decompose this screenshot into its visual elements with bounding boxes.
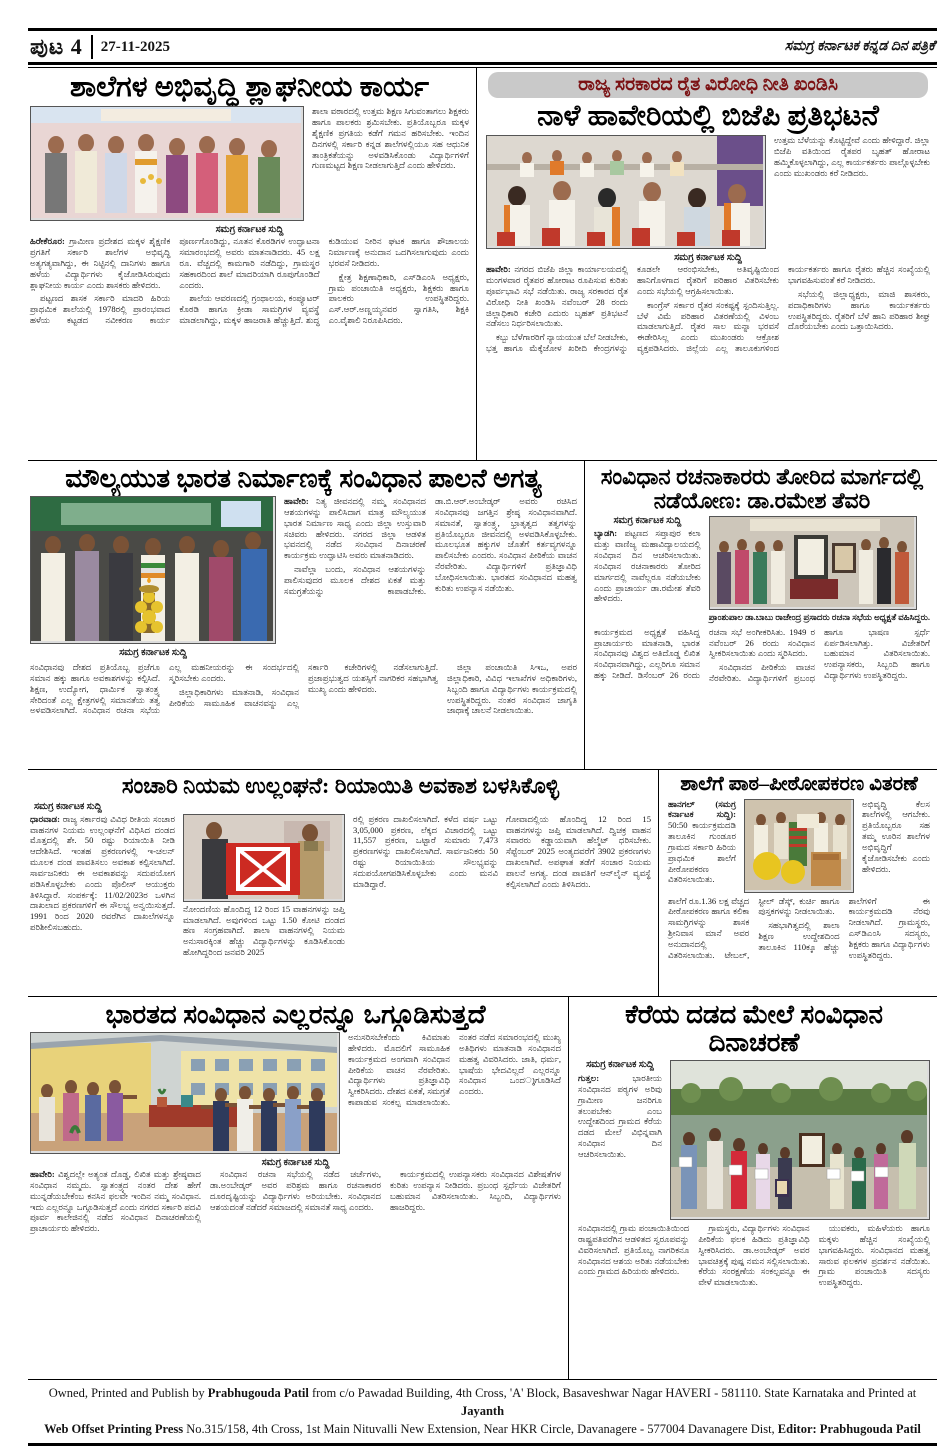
dateline: ಹಾವೇರಿ: xyxy=(30,1169,55,1180)
imprint-line-1: Owned, Printed and Publish by Prabhugouda Patil from c/o Pawadad Building, 4th Cross, 'A' Block, Basaveshwar Nagar HAVERI - 581110. State Karnataka and Printed at Jayanth xyxy=(48,1386,917,1419)
page-number-label: ಪುಟ 4 xyxy=(30,34,83,59)
edition-date: 27-11-2025 xyxy=(100,38,170,55)
editor-name: Editor: Prabhugouda Patil xyxy=(777,1422,921,1437)
article-body: ಹಾವೇರಿ: ವಿಶ್ವದಲ್ಲೇ ಅತ್ಯಂತ ದೊಡ್ಡ, ಲಿಖಿತ ಮತ್ತು ಶ್ರೇಷ್ಠವಾದ ಸಂವಿಧಾನ ನಮ್ಮದು. ಸ್ವಾತಂತ್ರ್ಯದ ನಂತರ ದೇಶ ಹೇಗೆ ಮುನ್ನಡೆಯಬೇಕೆಂಬ ಕನಸಿನ ಫಲವೇ ಇಂದಿನ ನಮ್ಮ ಸಂವಿಧಾನ. ಇದು ಎಲ್ಲರನ್ನೂ ಒಗ್ಗೂಡಿಸುತ್ತದೆ ಎಂದು ನಗರದ ಸರ್ಕಾರಿ ಪದವಿ ಪೂರ್ವ ಕಾಲೇಜಿನಲ್ಲಿ ನಡೆದ ಸಂವಿಧಾನ ದಿನಾಚರಣೆಯಲ್ಲಿ ಪ್ರಾಚಾರ್ಯರು ಹೇಳಿದರು. ಸಂವಿಧಾನ ರಚನಾ ಸಭೆಯಲ್ಲಿ ನಡೆದ ಚರ್ಚೆಗಳು, ಡಾ.ಅಂಬೇಡ್ಕರ್ ಅವರ ಪರಿಶ್ರಮ ಹಾಗೂ ರಚನಾಕಾರರ ದೂರದೃಷ್ಟಿಯನ್ನು ವಿದ್ಯಾರ್ಥಿಗಳು ಅರಿಯಬೇಕು. ಸಂವಿಧಾನದ ಆಶಯದಂತೆ ನಡೆದರೆ ಸಮಾಜದಲ್ಲಿ ಸಮಾನತೆ ಸಾಧ್ಯ ಎಂದರು. ಕಾರ್ಯಕ್ರಮದಲ್ಲಿ ಉಪನ್ಯಾಸಕರು ಸಂವಿಧಾನದ ವಿಶೇಷತೆಗಳ ಕುರಿತು ಉಪನ್ಯಾಸ ನೀಡಿದರು. ಪ್ರಬಂಧ ಸ್ಪರ್ಧೆಯ ವಿಜೇತರಿಗೆ ಬಹುಮಾನ ವಿತರಿಸಲಾಯಿತು. ಸಿಬ್ಬಂದಿ, ವಿದ್ಯಾರ್ಥಿಗಳು ಹಾಜರಿದ್ದರು. xyxy=(30,1169,561,1234)
photo-bjp-meeting xyxy=(486,135,766,249)
article-ramesh-tevari xyxy=(584,461,937,769)
photo-school-event xyxy=(30,106,304,221)
dateline: ಹಾವೇರಿ: xyxy=(284,496,309,507)
article-constitution-unites xyxy=(28,997,568,1379)
article-lead-text: ಸಮಗ್ರ ಕರ್ನಾಟಕ ಸುದ್ದಿ ಗುತ್ತಲ: ಭಾರತೀಯ ಸಂವಿಧಾನದ ಪಠ್ಯಗಳ ಅರಿವು ಗ್ರಾಮೀಣ ಜನರಿಗೂ ತಲುಪಬೇಕು ಎಂಬ ಉದ್ದೇಶದಿಂದ ಗ್ರಾಮದ ಕೆರೆಯ ದಡದ ಮೇಲೆ ವಿಭಿನ್ನವಾಗಿ ಸಂವಿಧಾನ ದಿನ ಆಚರಿಸಲಾಯಿತು. xyxy=(578,1060,662,1159)
agency-byline: ಸಮಗ್ರ ಕರ್ನಾಟಕ ಸುದ್ದಿ xyxy=(613,515,682,526)
article-body: ಹಾವೇರಿ: ನಗರದ ಬಿಜೆಪಿ ಜಿಲ್ಲಾ ಕಾರ್ಯಾಲಯದಲ್ಲಿ ಮಂಗಳವಾರ ರೈತಪರ ಹೋರಾಟ ರೂಪಿಸುವ ಕುರಿತು ಪೂರ್ವಭಾವಿ ಸಭೆ ನಡೆಯಿತು. ರಾಜ್ಯ ಸರಕಾರದ ರೈತ ವಿರೋಧಿ ನೀತಿ ಖಂಡಿಸಿ ನವೆಂಬರ್ 28 ರಂದು ಜಿಲ್ಲಾಧಿಕಾರಿ ಕಚೇರಿ ಎದುರು ಬೃಹತ್ ಪ್ರತಿಭಟನೆ ನಡೆಸಲು ನಿರ್ಧರಿಸಲಾಯಿತು. ಕಬ್ಬು ಬೆಳೆಗಾರರಿಗೆ ನ್ಯಾಯಯುತ ಬೆಲೆ ನೀಡಬೇಕು, ಭತ್ತ ಹಾಗೂ ಮೆಕ್ಕೆಜೋಳ ಖರೀದಿ ಕೇಂದ್ರಗಳನ್ನು ಕೂಡಲೇ ಆರಂಭಿಸಬೇಕು, ಅತಿವೃಷ್ಟಿಯಿಂದ ಹಾನಿಗೊಳಗಾದ ರೈತರಿಗೆ ಪರಿಹಾರ ವಿತರಿಸಬೇಕು ಎಂದು ಸಭೆಯಲ್ಲಿ ಆಗ್ರಹಿಸಲಾಯಿತು. ಕಾಂಗ್ರೆಸ್ ಸರ್ಕಾರ ರೈತರ ಸಂಕಷ್ಟಕ್ಕೆ ಸ್ಪಂದಿಸುತ್ತಿಲ್ಲ. ಬೆಳೆ ವಿಮೆ ಪರಿಹಾರ ವಿತರಣೆಯಲ್ಲಿ ವಿಳಂಬ ಮಾಡಲಾಗುತ್ತಿದೆ. ರೈತರ ಸಾಲ ಮನ್ನಾ ಭರವಸೆ ಈಡೇರಿಸಿಲ್ಲ ಎಂದು ಮುಖಂಡರು ಆಕ್ರೋಶ ವ್ಯಕ್ತಪಡಿಸಿದರು. ಜಿಲ್ಲೆಯ ಎಲ್ಲ ತಾಲೂಕುಗಳಿಂದ ಕಾರ್ಯಕರ್ತರು ಹಾಗೂ ರೈತರು ಹೆಚ್ಚಿನ ಸಂಖ್ಯೆಯಲ್ಲಿ ಭಾಗವಹಿಸುವಂತೆ ಕರೆ ನೀಡಿದರು. ಸಭೆಯಲ್ಲಿ ಜಿಲ್ಲಾಧ್ಯಕ್ಷರು, ಮಾಜಿ ಶಾಸಕರು, ಪದಾಧಿಕಾರಿಗಳು ಹಾಗೂ ಕಾರ್ಯಕರ್ತರು ಉಪಸ್ಥಿತರಿದ್ದರು. ರೈತರಿಗೆ ಬೆಳೆ ಹಾನಿ ಪರಿಹಾರ ಶೀಘ್ರ ದೊರೆಯಬೇಕು ಎಂದು ಒತ್ತಾಯಿಸಿದರು. xyxy=(486,264,930,354)
article-traffic-rules xyxy=(28,770,658,996)
dateline: ಹಾವೇರಿ: xyxy=(486,264,511,275)
agency-byline: ಸಮಗ್ರ ಕರ್ನಾಟಕ ಸುದ್ದಿ xyxy=(34,801,102,812)
article-side-text: ಹಾವೇರಿ: ನಿತ್ಯ ಜೀವನದಲ್ಲಿ ನಮ್ಮ ಸಂವಿಧಾನದ ಆಶಯಗಳನ್ನು ಪಾಲಿಸಿದಾಗ ಮಾತ್ರ ಮೌಲ್ಯಯುತ ಭಾರತ ನಿರ್ಮಾಣ ಸಾಧ್ಯ ಎಂದು ಜಿಲ್ಲಾ ಉಸ್ತುವಾರಿ ಸಚಿವರು ಹೇಳಿದರು. ನಗರದ ಜಿಲ್ಲಾ ಆಡಳಿತ ಭವನದಲ್ಲಿ ನಡೆದ ಸಂವಿಧಾನ ದಿನಾಚರಣೆ ಕಾರ್ಯಕ್ರಮ ಉದ್ಘಾಟಿಸಿ ಅವರು ಮಾತನಾಡಿದರು. ನಾವೆಲ್ಲಾ ಬಂದು, ಸಂವಿಧಾನ ಆಶಯಗಳನ್ನು ಪಾಲಿಸುವುದರ ಮೂಲಕ ದೇಶದ ಏಕತೆ ಮತ್ತು ಸಮಗ್ರತೆಯನ್ನು ಕಾಪಾಡಬೇಕು. ಡಾ.ಬಿ.ಆರ್.ಅಂಬೇಡ್ಕರ್ ಅವರು ರಚಿಸಿದ ಸಂವಿಧಾನವು ಜಗತ್ತಿನ ಶ್ರೇಷ್ಠ ಸಂವಿಧಾನವಾಗಿದೆ. ಸಮಾನತೆ, ಸ್ವಾತಂತ್ರ್ಯ, ಭ್ರಾತೃತ್ವದ ತತ್ವಗಳನ್ನು ಪ್ರತಿಯೊಬ್ಬರೂ ಜೀವನದಲ್ಲಿ ಅಳವಡಿಸಿಕೊಳ್ಳಬೇಕು. ಮೂಲಭೂತ ಹಕ್ಕುಗಳ ಜೊತೆಗೆ ಕರ್ತವ್ಯಗಳನ್ನೂ ಪಾಲಿಸಬೇಕು ಎಂದರು. ಸಂವಿಧಾನ ಪೀಠಿಕೆಯ ವಾಚನ ನೆರವೇರಿತು. ವಿದ್ಯಾರ್ಥಿಗಳಿಗೆ ಪ್ರತಿಜ್ಞಾವಿಧಿ ಬೋಧಿಸಲಾಯಿತು. ಭಾರತದ ಸಂವಿಧಾನದ ಮಹತ್ವ ಕುರಿತು ಉಪನ್ಯಾಸ ನಡೆಯಿತು. xyxy=(284,496,577,596)
article-headline-line2: ನಡೆಯೋಣ: ಡಾ.ರಮೇಶ ತೆವರಿ xyxy=(653,487,871,513)
article-headline: ಶಾಲೆಗೆ ಪಾಠ–ಪೀಠೋಪಕರಣ ವಿತರಣೆ xyxy=(680,773,918,795)
article-kicker: ರಾಜ್ಯ ಸರಕಾರದ ರೈತ ವಿರೋಧಿ ನೀತಿ ಖಂಡಿಸಿ xyxy=(488,72,928,98)
article-headline: ಶಾಲೆಗಳ ಅಭಿವೃದ್ಧಿ ಶ್ಲಾಘನೀಯ ಕಾರ್ಯ xyxy=(69,71,430,103)
photo-traffic-banner xyxy=(183,814,345,902)
imprint-footer xyxy=(28,1379,937,1441)
article-body: ಸಂವಿಧಾನದಲ್ಲಿ ಗ್ರಾಮ ಪಂಚಾಯಿತಿಯಿಂದ ರಾಷ್ಟ್ರಪತಿವರೆಗಿನ ಆಡಳಿತದ ಸ್ವರೂಪವನ್ನು ವಿವರಿಸಲಾಗಿದೆ. ಪ್ರತಿಯೊಬ್ಬ ನಾಗರಿಕನೂ ಸಂವಿಧಾನದ ಆಶಯ ಅರಿತು ನಡೆಯಬೇಕು ಎಂದು ಗ್ರಾಮದ ಹಿರಿಯರು ಹೇಳಿದರು. ಗ್ರಾಮಸ್ಥರು, ವಿದ್ಯಾರ್ಥಿಗಳು ಸಂವಿಧಾನ ಪೀಠಿಕೆಯ ಫಲಕ ಹಿಡಿದು ಪ್ರತಿಜ್ಞಾವಿಧಿ ಸ್ವೀಕರಿಸಿದರು. ಡಾ.ಅಂಬೇಡ್ಕರ್ ಅವರ ಭಾವಚಿತ್ರಕ್ಕೆ ಪುಷ್ಪ ನಮನ ಸಲ್ಲಿಸಲಾಯಿತು. ಕೆರೆಯ ಸಂರಕ್ಷಣೆಯ ಸಂಕಲ್ಪವನ್ನೂ ಈ ವೇಳೆ ಮಾಡಲಾಯಿತು. ಯುವಕರು, ಮಹಿಳೆಯರು ಹಾಗೂ ಮಕ್ಕಳು ಹೆಚ್ಚಿನ ಸಂಖ್ಯೆಯಲ್ಲಿ ಭಾಗವಹಿಸಿದ್ದರು. ಸಂವಿಧಾನದ ಮಹತ್ವ ಸಾರುವ ಫಲಕಗಳ ಪ್ರದರ್ಶನ ನಡೆಯಿತು. ಗ್ರಾಮ ಪಂಚಾಯಿತಿ ಸದಸ್ಯರು ಉಪಸ್ಥಿತರಿದ್ದರು. xyxy=(578,1223,930,1288)
photo-caption: ಪ್ರಾಂಶುಪಾಲ ಡಾ.ಬಾಬು ರಾಜೇಂದ್ರ ಪ್ರಸಾದರು ರಚನಾ ಸಭೆಯ ಅಧ್ಯಕ್ಷತೆ ವಹಿಸಿದ್ದರು. xyxy=(708,611,930,622)
agency-byline: ಸಮಗ್ರ ಕರ್ನಾಟಕ ಸುದ್ದಿ xyxy=(261,1158,330,1169)
agency-byline: ಸಮಗ್ರ ಕರ್ನಾಟಕ ಸುದ್ದಿ xyxy=(674,253,742,264)
masthead-divider xyxy=(91,35,93,59)
article-headline: ಭಾರತದ ಸಂವಿಧಾನ ಎಲ್ಲರನ್ನೂ ಒಗ್ಗೂಡಿಸುತ್ತದೆ xyxy=(105,1000,486,1029)
photo-lake-group xyxy=(670,1060,930,1220)
article-body: ಸಂವಿಧಾನವು ದೇಶದ ಪ್ರತಿಯೊಬ್ಬ ಪ್ರಜೆಗೂ ಸಮಾನ ಹಕ್ಕು ಹಾಗೂ ಅವಕಾಶಗಳನ್ನು ಕಲ್ಪಿಸಿದೆ. ಶಿಕ್ಷಣ, ಉದ್ಯೋಗ, ಧಾರ್ಮಿಕ ಸ್ವಾತಂತ್ರ್ಯ ಸೇರಿದಂತೆ ಎಲ್ಲ ಕ್ಷೇತ್ರಗಳಲ್ಲಿ ಸಮಾನತೆಯ ತತ್ವ ಅಳವಡಿಸಲಾಗಿದೆ. ಸಂವಿಧಾನ ರಚನಾ ಸಭೆಯ ಎಲ್ಲ ಮಹನೀಯರನ್ನು ಈ ಸಂದರ್ಭದಲ್ಲಿ ಸ್ಮರಿಸಬೇಕು ಎಂದರು. ಜಿಲ್ಲಾಧಿಕಾರಿಗಳು ಮಾತನಾಡಿ, ಸಂವಿಧಾನ ಪೀಠಿಕೆಯ ಸಾಮೂಹಿಕ ವಾಚನವನ್ನು ಎಲ್ಲ ಸರ್ಕಾರಿ ಕಚೇರಿಗಳಲ್ಲಿ ನಡೆಸಲಾಗುತ್ತಿದೆ. ಪ್ರಜಾಪ್ರಭುತ್ವದ ಯಶಸ್ಸಿಗೆ ನಾಗರಿಕರ ಸಹಭಾಗಿತ್ವ ಮುಖ್ಯ ಎಂದು ಹೇಳಿದರು. ಜಿಲ್ಲಾ ಪಂಚಾಯಿತಿ ಸಿಇಒ, ಅಪರ ಜಿಲ್ಲಾಧಿಕಾರಿ, ವಿವಿಧ ಇಲಾಖೆಗಳ ಅಧಿಕಾರಿಗಳು, ಸಿಬ್ಬಂದಿ ಹಾಗೂ ವಿದ್ಯಾರ್ಥಿಗಳು ಕಾರ್ಯಕ್ರಮದಲ್ಲಿ ಉಪಸ್ಥಿತರಿದ್ದರು. ನಂತರ ಸಂವಿಧಾನ ಜಾಗೃತಿ ಜಾಥಾಕ್ಕೆ ಚಾಲನೆ ನೀಡಲಾಯಿತು. xyxy=(30,662,577,716)
dateline: ಹಿರೇಕೆರೂರ: xyxy=(30,236,65,247)
traffic-col-4: ಗೋವಾದಲ್ಲಿಯ ಹೊಂದಿದ್ದ 12 ರಿಂದ 15 ವಾಹನಗಳನ್ನು ಜಪ್ತಿ ಮಾಡಲಾಗಿದೆ. ದ್ವಿಚಕ್ರ ವಾಹನ ಸವಾರರು ಕಡ್ಡಾಯವಾಗಿ ಹೆಲ್ಮೆಟ್ ಧರಿಸಬೇಕು. ಸೆಪ್ಟೆಂಬರ್ 2025 ಅಂತ್ಯದವರೆಗೆ 3902 ಪ್ರಕರಣಗಳು ದಾಖಲಾಗಿವೆ. ಅಪಘಾತ ತಡೆಗೆ ಸಂಚಾರ ನಿಯಮ ಪಾಲನೆ ಅಗತ್ಯ. ದಂಡ ಪಾವತಿಗೆ ಆನ್‌ಲೈನ್ ವ್ಯವಸ್ಥೆ ಕಲ್ಪಿಸಲಾಗಿದೆ ಎಂದು ತಿಳಿಸಿದರು. xyxy=(506,813,651,889)
photo-school-oath xyxy=(30,1032,340,1154)
article-headline: ಕೆರೆಯ ದಡದ ಮೇಲೆ ಸಂವಿಧಾನ ದಿನಾಚರಣೆ xyxy=(625,1000,883,1058)
furniture-col-3: ಅಭಿವೃದ್ಧಿ ಕೆಲಸ ಶಾಲೆಗಳಲ್ಲಿ ಆಗಬೇಕು. ಪ್ರತಿಯೊಬ್ಬರೂ ಸಹ ತಮ್ಮ ಊರಿನ ಶಾಲೆಗಳ ಅಭಿವೃದ್ಧಿಗೆ ಕೈಜೋಡಿಸಬೇಕು ಎಂದು ಹೇಳಿದರು. xyxy=(862,798,930,874)
agency-byline: ಸಮಗ್ರ ಕರ್ನಾಟಕ ಸುದ್ದಿ xyxy=(586,1060,654,1071)
traffic-col-2: ನೋಂದಣಿಯ ಹೊಂದಿದ್ದ 12 ರಿಂದ 15 ವಾಹನಗಳನ್ನು ಜಪ್ತಿ ಮಾಡಲಾಗಿದೆ. ಅವುಗಳಿಂದ ಒಟ್ಟು 1.50 ಕೋಟಿ ದಂಡದ ಹಣ ಸಂಗ್ರಹವಾಗಿದೆ. ಶಾಲಾ ವಾಹನಗಳಲ್ಲಿ ನಿಯಮ ಅನುಸಾರಕ್ಕಿಂತ ಹೆಚ್ಚು ವಿದ್ಯಾರ್ಥಿಗಳನ್ನು ಕೂಡಿಸಿಕೊಂಡು ಹೋಗಿದ್ದರಿಂದ ಜನವರಿ 2025 xyxy=(183,903,345,958)
article-side-text: ಶಾಲಾ ವಠಾರದಲ್ಲಿ ಉತ್ತಮ ಶಿಕ್ಷಣ ಸಿಗುವಂತಾಗಲು ಶಿಕ್ಷಕರು ಹಾಗೂ ಪಾಲಕರು ಶ್ರಮಿಸಬೇಕು. ಪ್ರತಿಯೊಬ್ಬರೂ ಮಕ್ಕಳ ಶೈಕ್ಷಣಿಕ ಪ್ರಗತಿಯ ಕಡೆಗೆ ಗಮನ ಹರಿಸಬೇಕು. ಇಂದಿನ ದಿನಗಳಲ್ಲಿ ಸರ್ಕಾರಿ ಕನ್ನಡ ಶಾಲೆಗಳಲ್ಲಿಯೂ ಸಹ ಆಧುನಿಕ ತಾಂತ್ರಿಕತೆಯನ್ನು ಅಳವಡಿಸಿಕೊಂಡು ವಿದ್ಯಾರ್ಥಿಗಳಿಗೆ ಗುಣಮಟ್ಟದ ಶಿಕ್ಷಣ ನೀಡಲಾಗುತ್ತಿದೆ ಎಂದು ಹೇಳಿದರು. xyxy=(312,106,469,171)
article-side-text: ಸಮಗ್ರ ಕರ್ನಾಟಕ ಸುದ್ದಿ ಬ್ಯಾಡಗಿ: ಪಟ್ಟಣದ ಸಪ್ತಾಪುರ ಕಲಾ ಮತ್ತು ವಾಣಿಜ್ಯ ಮಹಾವಿದ್ಯಾಲಯದಲ್ಲಿ ಸಂವಿಧಾನ ದಿನ ಆಚರಿಸಲಾಯಿತು. ಸಂವಿಧಾನ ರಚನಾಕಾರರು ತೋರಿದ ಮಾರ್ಗದಲ್ಲಿ ನಾವೆಲ್ಲರೂ ನಡೆಯಬೇಕು ಎಂದು ಪ್ರಾಚಾರ್ಯ ಡಾ.ರಮೇಶ ತೆವರಿ ಹೇಳಿದರು. xyxy=(594,515,701,604)
article-headline-line1: ಸಂವಿಧಾನ ರಚನಾಕಾರರು ತೋರಿದ ಮಾರ್ಗದಲ್ಲಿ xyxy=(600,464,924,489)
furniture-col-1: ಹಾನಗಲ್ (ಸಮಗ್ರ ಕರ್ನಾಟಕ ಸುದ್ದಿ): 50:50 ಕಾರ್ಯಕ್ರಮದಡಿ ತಾಲೂಕಿನ ಗುಂಡೂರ ಗ್ರಾಮದ ಸರ್ಕಾರಿ ಹಿರಿಯ ಪ್ರಾಥಮಿಕ ಶಾಲೆಗೆ ಪೀಠೋಪಕರಣ ವಿತರಿಸಲಾಯಿತು. xyxy=(668,798,736,885)
article-school-development xyxy=(28,68,476,460)
masthead xyxy=(28,31,937,62)
imprint-line-2: Web Offset Printing Press No.315/158, 4th Cross, 1st Main Nituvalli New Extension, Near HKR Circle, Davanagere - 577004 Davanagere Dist, Editor: Prabhugouda Patil xyxy=(44,1422,921,1437)
photo-lamp-lighting xyxy=(30,496,276,644)
article-side-text: ಅನುಸರಿಸಬೇಕೆಂದು ಕಿವಿಮಾತು ಹೇಳಿದರು. ಮೊದಲಿಗೆ ಸಾಮೂಹಿಕ ಕಾರ್ಯಕ್ರಮದ ಅಂಗವಾಗಿ ಸಂವಿಧಾನ ಪೀಠಿಕೆಯ ವಾಚನ ನೆರವೇರಿತು. ವಿದ್ಯಾರ್ಥಿಗಳು ಪ್ರತಿಜ್ಞಾವಿಧಿ ಸ್ವೀಕರಿಸಿದರು. ದೇಶದ ಏಕತೆ, ಸಮಗ್ರತೆ ಕಾಪಾಡುವ ಸಂಕಲ್ಪ ಮಾಡಲಾಯಿತು. ನಂತರ ನಡೆದ ಸಮಾರಂಭದಲ್ಲಿ ಮುಖ್ಯ ಅತಿಥಿಗಳು ಮಾತನಾಡಿ ಸಂವಿಧಾನದ ಮಹತ್ವ ವಿವರಿಸಿದರು. ಜಾತಿ, ಧರ್ಮ, ಭಾಷೆಯ ಭೇದವಿಲ್ಲದೆ ಎಲ್ಲರನ್ನೂ ಸಂವಿಧಾನ ಒಂದുಗೂಡಿಸಿದೆ ಎಂದರು. xyxy=(348,1032,561,1108)
publisher-name: Prabhugouda Patil xyxy=(207,1386,309,1400)
agency-byline: ಸಮಗ್ರ ಕರ್ನಾಟಕ ಸುದ್ದಿ xyxy=(215,225,284,236)
article-headline: ಸಂಚಾರಿ ನಿಯಮ ಉಲ್ಲಂಘನೆ: ರಿಯಾಯಿತಿ ಅವಕಾಶ ಬಳಸಿಕೊಳ್ಳಿ xyxy=(121,773,560,798)
traffic-col-3: ರಲ್ಲಿ ಪ್ರಕರಣ ದಾಖಲಿಸಲಾಗಿದೆ. ಕಳೆದ ವರ್ಷ ಒಟ್ಟು 3,05,000 ಪ್ರಕರಣ, ಲೆಕ್ಕದ ವಿಚಾರದಲ್ಲಿ ಒಟ್ಟು 11,557 ಪ್ರಕರಣ, ಒಟ್ಟಾರೆ ಸುಮಾರು 7,473 ಪ್ರಕರಣಗಳನ್ನು ದಾಖಲಿಸಲಾಗಿದೆ. ಸಾರ್ವಜನಿಕರು 50 ರಷ್ಟು ರಿಯಾಯಿತಿಯ ಸೌಲಭ್ಯವನ್ನು ಸದುಪಯೋಗಪಡಿಸಿಕೊಳ್ಳಬೇಕು ಎಂದು ಮನವಿ ಮಾಡಿದ್ದಾರೆ. xyxy=(353,813,498,889)
photo-furniture xyxy=(744,799,854,893)
agency-byline: ಸಮಗ್ರ ಕರ್ನಾಟಕ ಸುದ್ದಿ xyxy=(119,648,187,659)
article-bjp-protest xyxy=(476,68,937,460)
dateline: ಹಾನಗಲ್ (ಸಮಗ್ರ ಕರ್ನಾಟಕ ಸುದ್ದಿ): xyxy=(668,798,736,820)
article-headline: ನಾಳೆ ಹಾವೇರಿಯಲ್ಲಿ ಬಿಜೆಪಿ ಪ್ರತಿಭಟನೆ xyxy=(537,100,879,132)
article-furniture-distribution xyxy=(658,770,937,996)
article-headline: ಮೌಲ್ಯಯುತ ಭಾರತ ನಿರ್ಮಾಣಕ್ಕೆ ಸಂವಿಧಾನ ಪಾಲನೆ ಅಗತ್ಯ xyxy=(65,464,542,493)
dateline: ಧಾರವಾಡ: xyxy=(30,813,61,824)
press-name: Jayanth xyxy=(460,1404,505,1419)
article-body: ಶಾಲೆಗೆ ರೂ.1.36 ಲಕ್ಷ ವೆಚ್ಚದ ಪೀಠೋಪಕರಣ ಹಾಗೂ ಕಲಿಕಾ ಸಾಮಗ್ರಿಗಳನ್ನು ಶಾಸಕ ಶ್ರೀನಿವಾಸ ಮಾನೆ ಅವರ ಅನುದಾನದಲ್ಲಿ ವಿತರಿಸಲಾಯಿತು. ಟೇಬಲ್, ಸ್ಟೀಲ್ ಡೆಸ್ಕ್, ಕುರ್ಚಿ ಹಾಗೂ ಪುಸ್ತಕಗಳನ್ನು ನೀಡಲಾಯಿತು. ಸಹಭಾಗಿತ್ವದಲ್ಲಿ ಶಾಲಾ ಶಿಕ್ಷಣ ಉದ್ದೇಶದಿಂದ ತಾಲೂಕಿನ 110ಕ್ಕೂ ಹೆಚ್ಚು ಶಾಲೆಗಳಿಗೆ ಈ ಕಾರ್ಯಕ್ರಮದಡಿ ನೆರವು ನೀಡಲಾಗಿದೆ. ಗ್ರಾಮಸ್ಥರು, ಎಸ್‌ಡಿಎಂಸಿ ಸದಸ್ಯರು, ಶಿಕ್ಷಕರು ಹಾಗೂ ವಿದ್ಯಾರ್ಥಿಗಳು ಉಪಸ್ಥಿತರಿದ್ದರು. xyxy=(668,895,930,960)
photo-stage-event xyxy=(709,516,917,610)
article-body: ಕಾರ್ಯಕ್ರಮದ ಅಧ್ಯಕ್ಷತೆ ವಹಿಸಿದ್ದ ಪ್ರಾಚಾರ್ಯರು ಮಾತನಾಡಿ, ಭಾರತ ಸಂವಿಧಾನವು ವಿಶ್ವದ ಅತಿದೊಡ್ಡ ಲಿಖಿತ ಸಂವಿಧಾನವಾಗಿದ್ದು, ಎಲ್ಲರಿಗೂ ಸಮಾನ ಹಕ್ಕು ನೀಡಿದೆ. ಡಿಸೆಂಬರ್ 26 ರಂದು ರಚನಾ ಸಭೆ ಅಂಗೀಕರಿಸಿತು. 1949 ರ ನವೆಂಬರ್ 26 ರಂದು ಸಂವಿಧಾನ ಸ್ವೀಕರಿಸಲಾಯಿತು ಎಂದು ಸ್ಮರಿಸಿದರು. ಸಂವಿಧಾನದ ಪೀಠಿಕೆಯ ವಾಚನ ನೆರವೇರಿತು. ವಿದ್ಯಾರ್ಥಿಗಳಿಗೆ ಪ್ರಬಂಧ ಹಾಗೂ ಭಾಷಣ ಸ್ಪರ್ಧೆ ಏರ್ಪಡಿಸಲಾಗಿತ್ತು. ವಿಜೇತರಿಗೆ ಬಹುಮಾನ ವಿತರಿಸಲಾಯಿತು. ಉಪನ್ಯಾಸಕರು, ಸಿಬ್ಬಂದಿ ಹಾಗೂ ವಿದ್ಯಾರ್ಥಿಗಳು ಉಪಸ್ಥಿತರಿದ್ದರು. xyxy=(594,626,930,684)
article-body: ಹಿರೇಕೆರೂರ: ಗ್ರಾಮೀಣ ಪ್ರದೇಶದ ಮಕ್ಕಳ ಶೈಕ್ಷಣಿಕ ಪ್ರಗತಿಗೆ ಸರ್ಕಾರಿ ಶಾಲೆಗಳ ಅಭಿವೃದ್ಧಿ ಅತ್ಯಗತ್ಯವಾಗಿದ್ದು, ಈ ನಿಟ್ಟಿನಲ್ಲಿ ದಾನಿಗಳು ಹಾಗೂ ಹಳೆಯ ವಿದ್ಯಾರ್ಥಿಗಳು ಕೈಜೋಡಿಸಿರುವುದು ಶ್ಲಾಘನೀಯ ಕಾರ್ಯ ಎಂದು ಶಾಸಕರು ಹೇಳಿದರು. ಪಟ್ಟಣದ ಶಾಸಕ ಸರ್ಕಾರಿ ಮಾದರಿ ಹಿರಿಯ ಪ್ರಾಥಮಿಕ ಶಾಲೆಯಲ್ಲಿ 1978ರಲ್ಲಿ ಪ್ರಾರಂಭವಾದ ಹಳೆಯ ಕಟ್ಟಡದ ನವೀಕರಣ ಕಾರ್ಯ ಪೂರ್ಣಗೊಂಡಿದ್ದು, ನೂತನ ಕೊಠಡಿಗಳ ಉದ್ಘಾಟನಾ ಸಮಾರಂಭದಲ್ಲಿ ಅವರು ಮಾತನಾಡಿದರು. 45 ಲಕ್ಷ ರೂ. ವೆಚ್ಚದಲ್ಲಿ ಕಾಮಗಾರಿ ನಡೆದಿದ್ದು, ಗ್ರಾಮಸ್ಥರ ಸಹಕಾರದಿಂದ ಶಾಲೆ ಮಾದರಿಯಾಗಿ ರೂಪುಗೊಂಡಿದೆ ಎಂದರು. ಶಾಲೆಯ ಆವರಣದಲ್ಲಿ ಗ್ರಂಥಾಲಯ, ಕಂಪ್ಯೂಟರ್ ಕೊಠಡಿ ಹಾಗೂ ಕ್ರೀಡಾ ಸಾಮಗ್ರಿಗಳ ವ್ಯವಸ್ಥೆ ಮಾಡಲಾಗಿದ್ದು, ಮಕ್ಕಳ ಹಾಜರಾತಿ ಹೆಚ್ಚುತ್ತಿದೆ. ಶುದ್ಧ ಕುಡಿಯುವ ನೀರಿನ ಘಟಕ ಹಾಗೂ ಶೌಚಾಲಯ ನಿರ್ಮಾಣಕ್ಕೆ ಅನುದಾನ ಒದಗಿಸಲಾಗುವುದು ಎಂದು ಭರವಸೆ ನೀಡಿದರು. ಕ್ಷೇತ್ರ ಶಿಕ್ಷಣಾಧಿಕಾರಿ, ಎಸ್‌ಡಿಎಂಸಿ ಅಧ್ಯಕ್ಷರು, ಗ್ರಾಮ ಪಂಚಾಯಿತಿ ಅಧ್ಯಕ್ಷರು, ಶಿಕ್ಷಕರು ಹಾಗೂ ಪಾಲಕರು ಉಪಸ್ಥಿತರಿದ್ದರು. ಎಸ್.ಆರ್.ಅಣ್ಣಯ್ಯನವರ ಸ್ವಾಗತಿಸಿ, ಶಿಕ್ಷಕಿ ಎಂ.ವೈಶಾಲಿ ನಿರೂಪಿಸಿದರು. xyxy=(30,236,469,326)
footer-bottom-rule xyxy=(28,1443,937,1446)
dateline: ಬ್ಯಾಡಗಿ: xyxy=(594,528,618,539)
article-side-text: ಉತ್ತಮ ಬೆಳೆಯನ್ನು ಕೊಟ್ಟಿದ್ದೇವೆ ಎಂದು ಹೇಳಿದ್ದಾರೆ. ಜಿಲ್ಲಾ ಬಿಜೆಪಿ ವತಿಯಿಂದ ರೈತಪರ ಬೃಹತ್ ಹೋರಾಟ ಹಮ್ಮಿಕೊಳ್ಳಲಾಗಿದ್ದು, ಎಲ್ಲ ಕಾರ್ಯಕರ್ತರು ಪಾಲ್ಗೊಳ್ಳಬೇಕು ಎಂದು ಮುಖಂಡರು ಕರೆ ನೀಡಿದರು. xyxy=(774,135,930,178)
article-constitution-values xyxy=(28,461,584,769)
traffic-col-1: ಧಾರವಾಡ: ರಾಜ್ಯ ಸರ್ಕಾರವು ವಿವಿಧ ರೀತಿಯ ಸಂಚಾರ ವಾಹನಗಳ ನಿಯಮ ಉಲ್ಲಂಘನೆಗೆ ವಿಧಿಸಿದ ದಂಡದ ಮೊತ್ತದಲ್ಲಿ ಶೇ. 50 ರಷ್ಟು ರಿಯಾಯಿತಿ ನೀಡಿ ಆದೇಶಿಸಿದೆ. ಇಂತಹ ಪ್ರಕರಣಗಳಲ್ಲಿ ಇ-ಚಲನ್ ಮೂಲಕ ದಂಡ ಪಾವತಿಸಲು ಅವಕಾಶ ಕಲ್ಪಿಸಲಾಗಿದೆ. ಸಾರ್ವಜನಿಕರು ಈ ಅವಕಾಶವನ್ನು ಸದುಪಯೋಗ ಪಡಿಸಿಕೊಳ್ಳಬೇಕು ಎಂದು ಪೊಲೀಸ್ ಆಯುಕ್ತರು ತಿಳಿಸಿದ್ದಾರೆ. ಸಂಪರ್ಕಕ್ಕೆ: 11/02/2023ರ ಒಳಗಿನ ದಾಖಲಾದ ಪ್ರಕರಣಗಳಿಗೆ ಈ ಸೌಲಭ್ಯ ಅನ್ವಯಿಸುತ್ತದೆ. 1991 ರಿಂದ 2020 ರವರೆಗಿನ ದಾಖಲೆಗಳನ್ನೂ ಪರಿಶೀಲಿಸಬಹುದು. xyxy=(30,813,175,933)
article-lake-constitution-day xyxy=(568,997,937,1379)
newspaper-name: ಸಮಗ್ರ ಕರ್ನಾಟಕ ಕನ್ನಡ ದಿನ ಪತ್ರಿಕೆ xyxy=(784,39,935,54)
dateline: ಗುತ್ತಲ: xyxy=(578,1073,600,1084)
